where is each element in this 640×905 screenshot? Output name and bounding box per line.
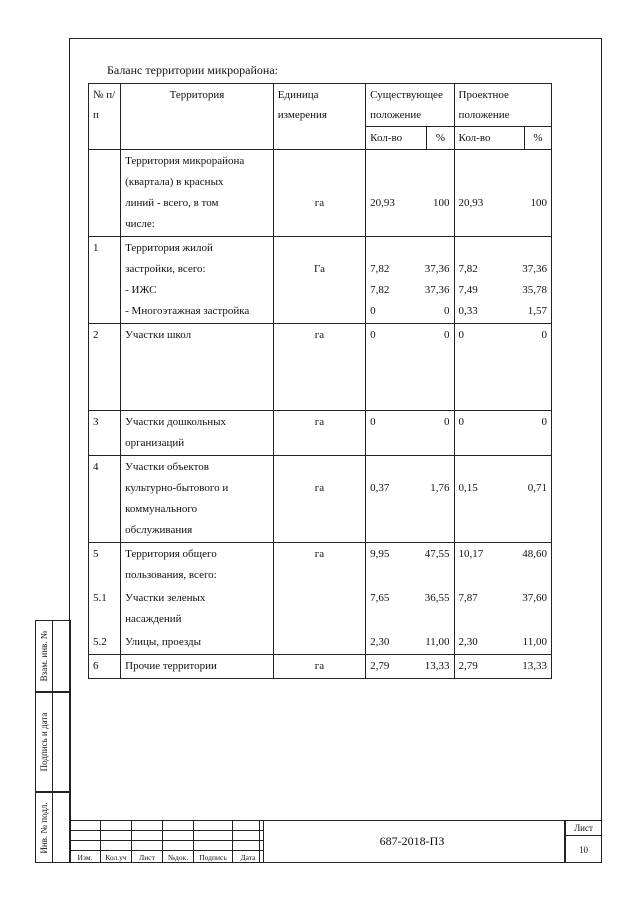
territory-line: насаждений — [125, 613, 182, 625]
revision-col-label: Дата — [233, 851, 264, 863]
territory-line: линий - всего, в том — [125, 197, 219, 209]
row-number: 4 — [89, 456, 121, 543]
unit-value: га — [314, 197, 325, 209]
row-territory — [121, 631, 274, 655]
row-projected-values — [454, 655, 551, 679]
revision-col-label: №док. — [163, 851, 194, 863]
row-unit — [273, 655, 365, 679]
table-row — [89, 631, 552, 655]
projected-pct: 37,60 — [522, 592, 547, 604]
territory-line: Участки дошкольных — [125, 416, 226, 428]
existing-pct: 1,76 — [430, 482, 450, 494]
header-existing-qty: Кол-во — [366, 127, 427, 150]
existing-qty: 20,93 — [370, 197, 395, 209]
projected-qty: 20,93 — [458, 197, 484, 209]
existing-pct: 13,33 — [424, 660, 450, 672]
existing-qty: 0 — [370, 305, 376, 317]
existing-qty: 7,65 — [370, 592, 390, 604]
row-unit — [273, 456, 365, 543]
row-number: 2 — [89, 324, 121, 411]
existing-qty: 0,37 — [370, 482, 390, 494]
existing-qty: 2,30 — [370, 636, 390, 648]
territory-line: Улицы, проезды — [125, 636, 201, 648]
territory-line: числе: — [125, 218, 155, 230]
projected-qty: 0,33 — [458, 305, 478, 317]
row-existing-values — [366, 411, 454, 456]
existing-pct: 0 — [444, 329, 450, 341]
row-existing-values — [366, 324, 454, 411]
projected-qty: 7,49 — [458, 284, 478, 296]
row-projected-values — [454, 324, 551, 411]
territory-line: (квартала) в красных — [125, 176, 224, 188]
row-existing-values — [366, 237, 454, 324]
side-box-inv — [35, 792, 71, 863]
sheet-number: 10 — [579, 845, 588, 855]
projected-qty: 0 — [458, 416, 465, 428]
existing-pct: 11,00 — [425, 636, 450, 648]
projected-qty: 2,79 — [458, 660, 478, 672]
row-unit — [273, 631, 365, 655]
row-unit — [273, 324, 365, 411]
side-label-podpis: Подпись и дата — [39, 712, 49, 772]
projected-pct: 0 — [541, 329, 547, 341]
projected-pct: 1,57 — [527, 305, 547, 317]
revision-col-label: Изм. — [70, 851, 101, 863]
table-row — [89, 587, 552, 631]
row-number: 5.2 — [89, 631, 121, 655]
projected-pct: 13,33 — [522, 660, 547, 672]
unit-value: га — [314, 329, 325, 341]
side-box-podpis — [35, 692, 71, 792]
side-label-inv: Инв. № подл. — [39, 801, 49, 854]
territory-line: Участки школ — [125, 329, 192, 341]
projected-qty: 10,17 — [458, 548, 484, 560]
row-territory — [121, 456, 274, 543]
territory-line: Территория жилой — [125, 242, 213, 254]
existing-qty: 9,95 — [370, 548, 390, 560]
title-block — [69, 820, 602, 863]
territory-balance-table — [88, 83, 552, 679]
row-unit — [273, 587, 365, 631]
territory-line: Участки зеленых — [125, 592, 206, 604]
projected-qty: 0 — [458, 329, 465, 341]
row-unit — [273, 150, 365, 237]
unit-value: га — [314, 416, 325, 428]
territory-line: - Многоэтажная застройка — [125, 305, 250, 317]
existing-qty: 0 — [370, 416, 376, 428]
table-row — [89, 411, 552, 456]
existing-pct: 36,55 — [424, 592, 450, 604]
territory-line: культурно-бытового и — [125, 482, 229, 494]
existing-qty: 7,82 — [370, 263, 390, 275]
row-number: 1 — [89, 237, 121, 324]
row-territory — [121, 237, 274, 324]
projected-pct: 48,60 — [522, 548, 547, 560]
row-projected-values — [454, 456, 551, 543]
header-existing-pct: % — [427, 127, 454, 150]
projected-pct: 37,36 — [522, 263, 547, 275]
side-label-vzam: Взам. инв. № — [39, 630, 49, 682]
row-territory — [121, 543, 274, 588]
sheet-label: Лист — [566, 821, 601, 836]
table-row — [89, 150, 552, 237]
table-caption: Баланс территории микрорайона: — [107, 63, 278, 77]
row-territory — [121, 411, 274, 456]
row-existing-values — [366, 631, 454, 655]
row-existing-values — [366, 150, 454, 237]
unit-value — [278, 632, 361, 653]
projected-pct: 0,71 — [527, 482, 547, 494]
revision-col-label: Кол.уч — [101, 851, 132, 863]
projected-qty: 0,15 — [458, 482, 478, 494]
projected-pct: 0 — [541, 416, 547, 428]
unit-value: га — [314, 660, 325, 672]
row-existing-values — [366, 655, 454, 679]
territory-line: Прочие территории — [125, 660, 217, 672]
existing-pct: 47,55 — [424, 548, 450, 560]
header-unit: Единица измерения — [273, 84, 365, 150]
sheet-box — [565, 820, 602, 863]
row-number: 5.1 — [89, 587, 121, 631]
table-row — [89, 324, 552, 411]
revision-col-label: Подпись — [194, 851, 233, 863]
existing-qty: 7,82 — [370, 284, 390, 296]
territory-line: застройки, всего: — [125, 263, 206, 275]
table-row — [89, 237, 552, 324]
row-projected-values — [454, 587, 551, 631]
row-unit — [273, 543, 365, 588]
territory-line: Участки объектов — [125, 461, 209, 473]
row-number: 6 — [89, 655, 121, 679]
unit-value: га — [314, 548, 325, 560]
header-existing: Существующее положение — [366, 84, 454, 127]
row-territory — [121, 587, 274, 631]
row-projected-values — [454, 150, 551, 237]
revision-col-label: Лист — [132, 851, 163, 863]
territory-line: Территория общего — [125, 548, 217, 560]
unit-value: га — [314, 482, 325, 494]
header-num: № п/п — [89, 84, 121, 150]
existing-pct: 0 — [444, 305, 450, 317]
row-existing-values — [366, 456, 454, 543]
row-territory — [121, 324, 274, 411]
existing-pct: 37,36 — [424, 263, 450, 275]
territory-line: обслуживания — [125, 524, 193, 536]
header-projected-pct: % — [524, 127, 551, 150]
row-existing-values — [366, 587, 454, 631]
side-box-vzam — [35, 620, 71, 692]
existing-qty: 0 — [370, 329, 376, 341]
row-number: 3 — [89, 411, 121, 456]
row-unit — [273, 237, 365, 324]
projected-qty: 7,87 — [458, 592, 478, 604]
existing-qty: 2,79 — [370, 660, 390, 672]
unit-value — [278, 588, 361, 609]
table-row — [89, 543, 552, 588]
row-projected-values — [454, 631, 551, 655]
row-territory — [121, 655, 274, 679]
projected-pct: 35,78 — [522, 284, 547, 296]
territory-line: коммунального — [125, 503, 198, 515]
row-number — [89, 150, 121, 237]
row-projected-values — [454, 237, 551, 324]
existing-pct: 37,36 — [424, 284, 450, 296]
row-unit — [273, 411, 365, 456]
territory-line: пользования, всего: — [125, 569, 217, 581]
table-row — [89, 655, 552, 679]
existing-pct: 100 — [433, 197, 450, 209]
header-territory: Территория — [121, 84, 274, 150]
header-projected: Проектное положение — [454, 84, 551, 127]
row-territory — [121, 150, 274, 237]
territory-line: организаций — [125, 437, 185, 449]
revision-grid — [69, 820, 264, 863]
header-projected-qty: Кол-во — [454, 127, 524, 150]
revision-header-row — [70, 851, 264, 863]
row-projected-values — [454, 543, 551, 588]
projected-pct: 100 — [530, 197, 547, 209]
projected-qty: 2,30 — [458, 636, 478, 648]
existing-pct: 0 — [444, 416, 450, 428]
table-header-row — [89, 84, 552, 127]
table-row — [89, 456, 552, 543]
unit-value: Га — [313, 263, 325, 275]
document-code: 687-2018-ПЗ — [259, 820, 565, 863]
territory-line: - ИЖС — [125, 284, 157, 296]
row-existing-values — [366, 543, 454, 588]
projected-pct: 11,00 — [522, 636, 547, 648]
row-projected-values — [454, 411, 551, 456]
territory-line: Территория микрорайона — [125, 155, 245, 167]
projected-qty: 7,82 — [458, 263, 478, 275]
row-number: 5 — [89, 543, 121, 588]
